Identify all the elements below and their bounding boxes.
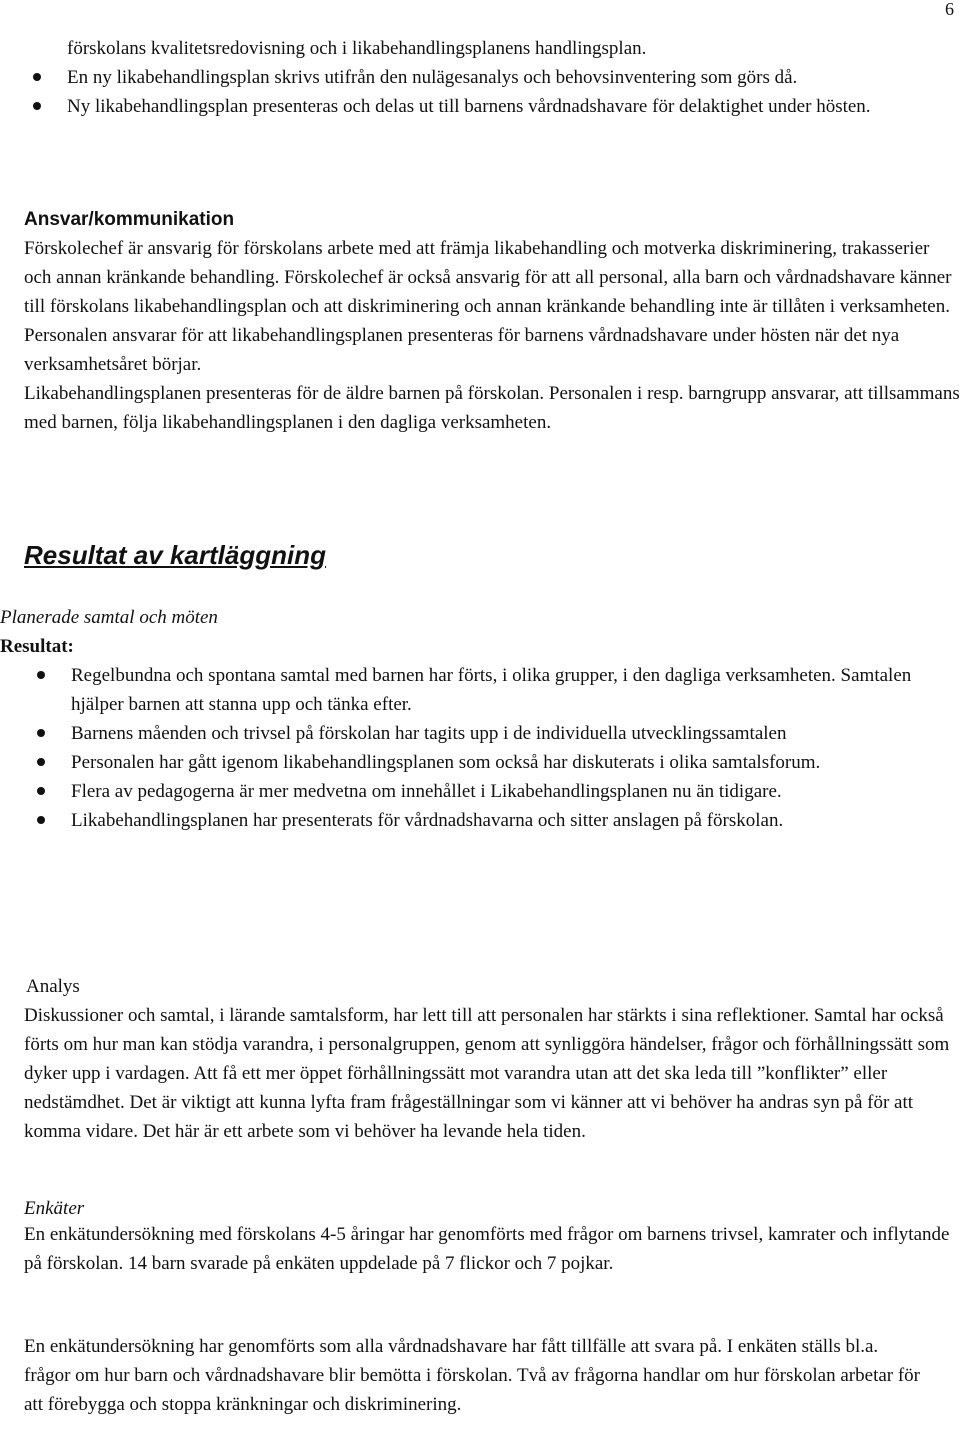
resultat-bullet-1: Regelbundna och spontana samtal med barnen har förts, i olika grupper, i den dagliga verksamheten. Samtalen hjälper barnen att stanna upp och tänka efter. bbox=[71, 665, 912, 715]
section-heading-resultat: Resultat av kartläggning bbox=[24, 540, 326, 570]
bullet-icon bbox=[37, 816, 45, 824]
resultat-bullet-list bbox=[71, 661, 951, 835]
bullet-icon bbox=[37, 787, 45, 795]
enkater-heading: Enkäter bbox=[24, 1198, 85, 1219]
top-bullet-0: förskolans kvalitetsredovisning och i likabehandlingsplanens handlingsplan. bbox=[67, 38, 647, 59]
resultat-bullet-5: Likabehandlingsplanen har presenterats för vårdnadshavarna och sitter anslagen på förskolan. bbox=[71, 810, 784, 831]
top-bullet-2: Ny likabehandlingsplan presenteras och delas ut till barnens vårdnadshavare för delaktighet under hösten. bbox=[67, 96, 871, 117]
list-item bbox=[67, 92, 957, 121]
enkater-paragraph-1: En enkätundersökning med förskolans 4-5 åringar har genomförts med frågor om barnens trivsel, kamrater och inflytande på förskolan. 14 barn svarade på enkäten uppdelade på 7 flickor och 7 pojkar. bbox=[24, 1224, 950, 1274]
list-item bbox=[71, 719, 951, 748]
list-item bbox=[71, 748, 951, 777]
ansvar-heading: Ansvar/kommunikation bbox=[24, 209, 235, 230]
resultat-bullet-4: Flera av pedagogerna är mer medvetna om innehållet i Likabehandlingsplanen nu än tidigare. bbox=[71, 781, 782, 802]
bullet-icon bbox=[37, 729, 45, 737]
bullet-icon bbox=[37, 758, 45, 766]
top-bullet-list bbox=[67, 34, 957, 121]
ansvar-body bbox=[24, 234, 960, 437]
analys-heading: Analys bbox=[26, 976, 80, 997]
list-item bbox=[67, 34, 957, 63]
list-item bbox=[71, 661, 951, 719]
bullet-icon bbox=[33, 102, 41, 110]
page-number: 6 bbox=[945, 0, 954, 19]
top-bullet-1: En ny likabehandlingsplan skrivs utifrån den nulägesanalys och behovsinventering som görs då. bbox=[67, 67, 798, 88]
enkater-paragraph-2: En enkätundersökning har genomförts som alla vårdnadshavare har fått tillfälle att svara på. I enkäten ställs bl.a. frågor om hur barn och vårdnadshavare blir bemötta i förskolan. Två av frågorna handlar om hur förskolan arbetar för att förebygga och stoppa kränkningar och diskriminering. bbox=[24, 1336, 921, 1415]
bullet-icon bbox=[37, 671, 45, 679]
list-item bbox=[71, 777, 951, 806]
planerade-subheading: Planerade samtal och möten bbox=[0, 607, 218, 628]
resultat-bullet-2: Barnens måenden och trivsel på förskolan har tagits upp i de individuella utvecklingssamtalen bbox=[71, 723, 787, 744]
ansvar-paragraph-1: Förskolechef är ansvarig för förskolans arbete med att främja likabehandling och motverka diskriminering, trakasserier och annan kränkande behandling. Förskolechef är också ansvarig för att all personal, alla barn och vårdnadshavare känner till förskolans likabehandlingsplan och att diskriminering och annan kränkande behandling inte är tillåten i verksamheten. bbox=[24, 238, 952, 317]
list-item bbox=[71, 806, 951, 835]
analys-body: Diskussioner och samtal, i lärande samtalsform, har lett till att personalen har stärkts i sina reflektioner. Samtal har också förts om hur man kan stödja varandra, i personalgruppen, genom att synliggöra händelser, frågor och förhållningssätt som dyker upp i vardagen. Att få ett mer öppet förhållningssätt mot varandra utan att det ska leda till ”konflikter” eller nedstämdhet. Det är viktigt att kunna lyfta fram frågeställningar som vi känner att vi behöver ha andras syn på för att komma vidare. Det här är ett arbete som vi behöver ha levande hela tiden. bbox=[24, 1005, 950, 1142]
ansvar-paragraph-3: Likabehandlingsplanen presenteras för de äldre barnen på förskolan. Personalen i resp. barngrupp ansvarar, att tillsammans med barnen, följa likabehandlingsplanen i den dagliga verksamheten. bbox=[24, 383, 960, 433]
list-item bbox=[67, 63, 957, 92]
bullet-icon bbox=[33, 73, 41, 81]
resultat-bullet-3: Personalen har gått igenom likabehandlingsplanen som också har diskuterats i olika samtalsforum. bbox=[71, 752, 821, 773]
resultat-label: Resultat: bbox=[0, 636, 74, 657]
ansvar-paragraph-2: Personalen ansvarar för att likabehandlingsplanen presenteras för barnens vårdnadshavare under hösten när det nya verksamhetsåret börjar. bbox=[24, 325, 900, 375]
